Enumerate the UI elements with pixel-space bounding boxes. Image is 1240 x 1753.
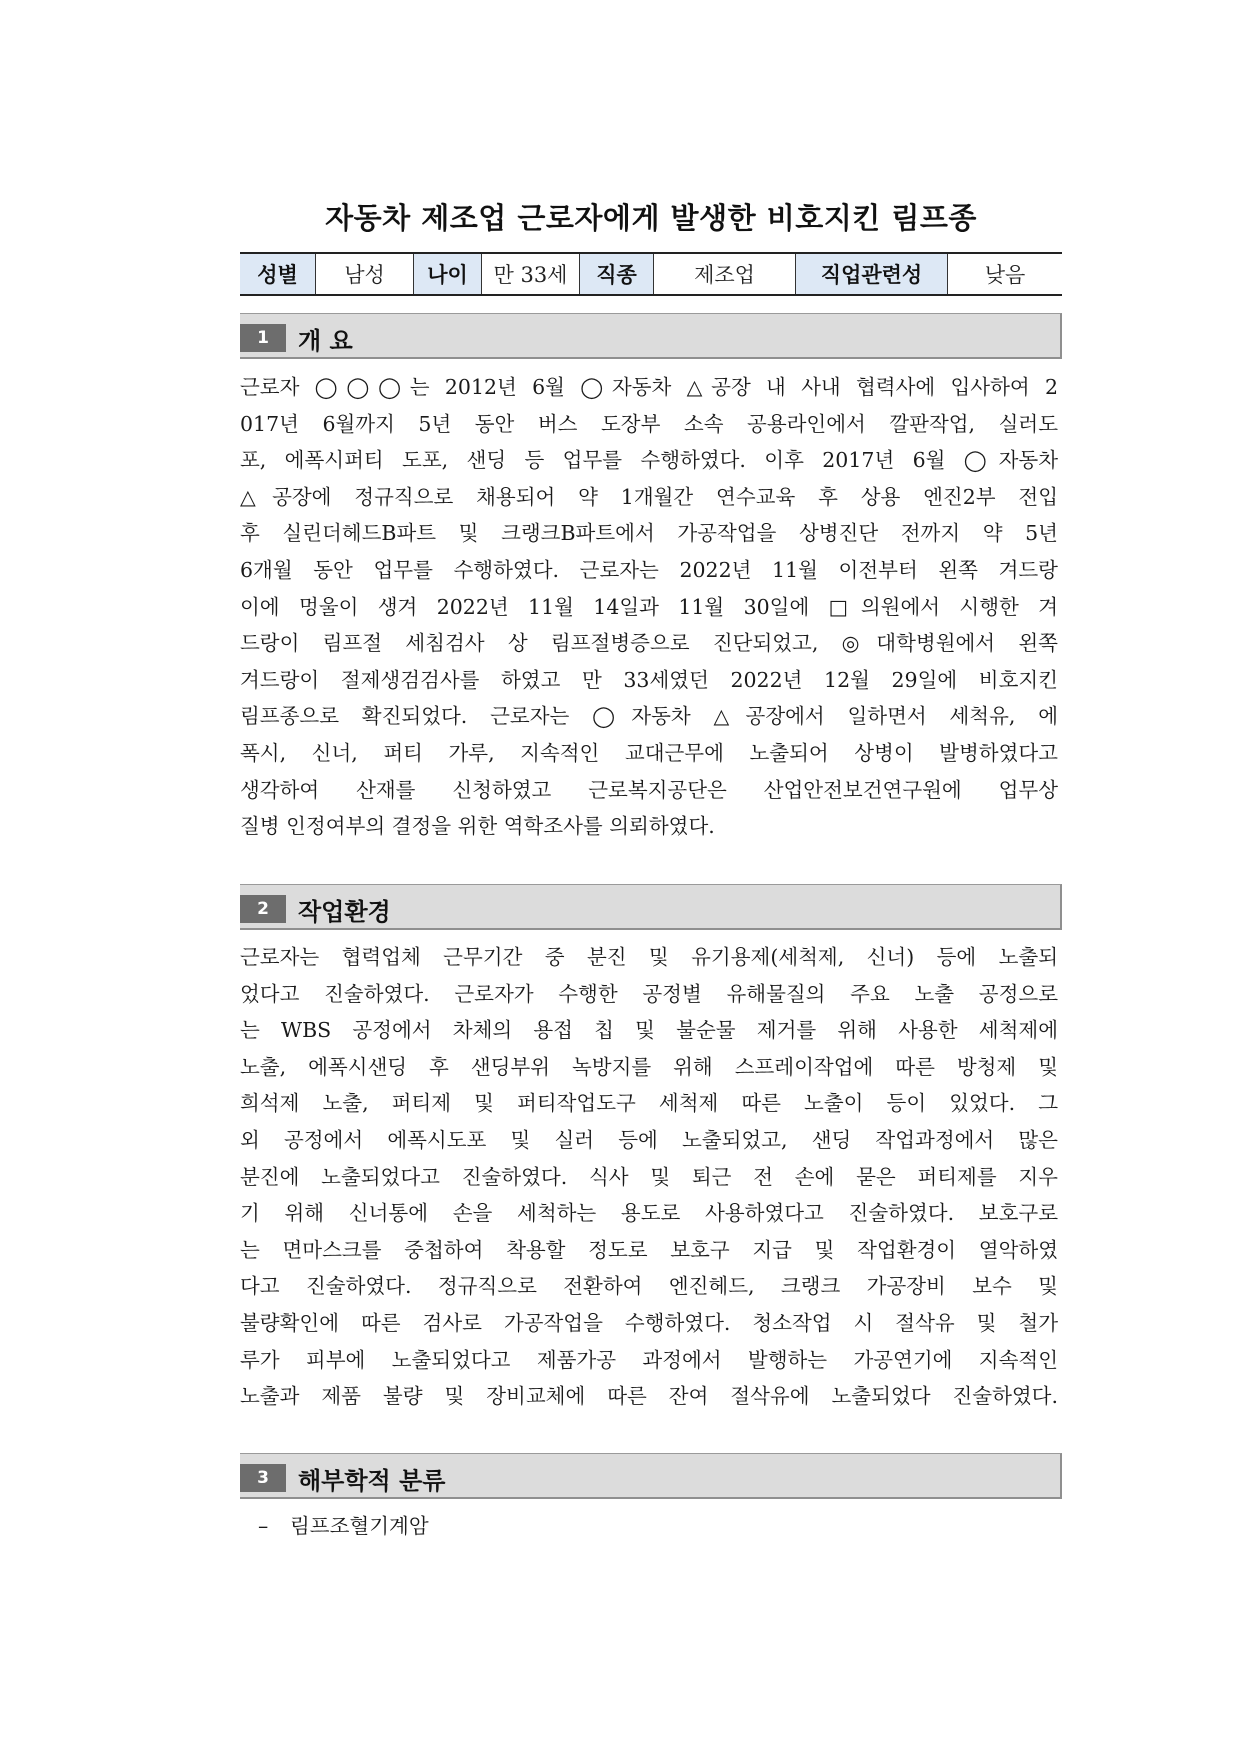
section-header-work-environment [240,884,1062,930]
paragraph-line: 근로자는 협력업체 근무기간 중 분진 및 유기용제(세척제, 신너) 등에 노출되 [240,945,1058,969]
info-table [240,252,1062,296]
section-number: 3 [240,1464,286,1492]
paragraph-line: 불량확인에 따른 검사로 가공작업을 수행하였다. 청소작업 시 절삭유 및 철가 [240,1310,1058,1335]
overview-paragraph [240,369,1058,845]
paragraph-line: 노출과 제품 불량 및 장비교체에 따른 잔여 절삭유에 노출되었다 진술하였다. [240,1384,1058,1409]
paragraph-line: 분진에 노출되었다고 진술하였다. 식사 및 퇴근 전 손에 묻은 퍼티제를 지우 [240,1164,1058,1189]
age-value: 만 33세 [482,254,580,294]
paragraph-line: 희석제 노출, 퍼티제 및 퍼티작업도구 세척제 따른 노출이 등이 있었다. 그 [240,1091,1058,1116]
section-number: 1 [240,324,286,352]
age-label: 나이 [414,254,482,294]
relevance-value: 낮음 [984,263,1026,287]
gender-label: 성별 [240,254,316,294]
document-title: 자동차 제조업 근로자에게 발생한 비호지킨 림프종 [325,201,977,235]
paragraph-line: 폭시, 신너, 퍼티 가루, 지속적인 교대근무에 노출되어 상병이 발병하였다고 [240,740,1058,765]
job-label: 직종 [580,254,654,294]
section-header-anatomical-classification [240,1453,1062,1499]
paragraph-line: 드랑이 림프절 세침검사 상 림프절병증으로 진단되었고, ◎대학병원에서 왼쪽 [240,631,1058,656]
paragraph-line: 는 WBS 공정에서 차체의 용접 칩 및 불순물 제거를 위해 사용한 세척제에 [240,1018,1058,1043]
paragraph-line: 림프종으로 확진되었다. 근로자는 ◯자동차 △공장에서 일하면서 세척유, 에 [240,704,1058,729]
paragraph-line: 질병 인정여부의 결정을 위한 역학조사를 의뢰하였다. [240,814,715,839]
section-title: 작업환경 [298,898,391,926]
paragraph-line: 기 위해 신너통에 손을 세척하는 용도로 사용하였다고 진술하였다. 보호구로 [240,1201,1058,1226]
paragraph-line: 외 공정에서 에폭시도포 및 실러 등에 노출되었고, 샌딩 작업과정에서 많은 [240,1127,1058,1152]
job-value: 제조업 [654,254,796,294]
section-header-overview [240,313,1062,359]
paragraph-line: △공장에 정규직으로 채용되어 약 1개월간 연수교육 후 상용 엔진2부 전입 [240,484,1058,509]
relevance-label: 직업관련성 [796,254,948,294]
paragraph-line: 노출, 에폭시샌딩 후 샌딩부위 녹방지를 위해 스프레이작업에 따른 방청제 및 [240,1054,1058,1079]
paragraph-line: 겨드랑이 절제생검검사를 하였고 만 33세였던 2022년 12월 29일에 비호지킨 [240,667,1058,692]
classification-text: 림프조혈기계암 [290,1514,429,1538]
paragraph-line: 생각하여 산재를 신청하였고 근로복지공단은 산업안전보건연구원에 업무상 [240,777,1058,802]
paragraph-line: 017년 6월까지 5년 동안 버스 도장부 소속 공용라인에서 깔판작업, 실러도 [240,411,1058,436]
paragraph-line: 다고 진술하였다. 정규직으로 전환하여 엔진헤드, 크랭크 가공장비 보수 및 [240,1274,1058,1299]
section-title: 해부학적 분류 [298,1467,446,1495]
paragraph-line: 루가 피부에 노출되었다고 제품가공 과정에서 발행하는 가공연기에 지속적인 [240,1347,1058,1372]
paragraph-line: 었다고 진술하였다. 근로자가 수행한 공정별 유해물질의 주요 노출 공정으로 [240,981,1058,1006]
work-environment-paragraph [240,939,1058,1415]
classification-bullet [258,1509,429,1539]
paragraph-line: 6개월 동안 업무를 수행하였다. 근로자는 2022년 11월 이전부터 왼쪽 겨드랑 [240,557,1058,582]
bullet-dash: – [258,1514,269,1538]
section-number: 2 [240,895,286,923]
gender-value: 남성 [316,254,414,294]
paragraph-line: 는 면마스크를 중첩하여 착용할 정도로 보호구 지급 및 작업환경이 열악하였 [240,1237,1058,1262]
paragraph-line: 근로자 ◯◯◯는 2012년 6월 ◯자동차 △공장 내 사내 협력사에 입사하여 2 [240,375,1058,399]
paragraph-line: 포, 에폭시퍼티 도포, 샌딩 등 업무를 수행하였다. 이후 2017년 6월 ◯자동차 [240,448,1058,473]
section-title: 개 요 [298,327,353,355]
paragraph-line: 이에 멍울이 생겨 2022년 11월 14일과 11월 30일에 □의원에서 시행한 겨 [240,594,1058,619]
paragraph-line: 후 실린더헤드B파트 및 크랭크B파트에서 가공작업을 상병진단 전까지 약 5년 [240,521,1058,546]
